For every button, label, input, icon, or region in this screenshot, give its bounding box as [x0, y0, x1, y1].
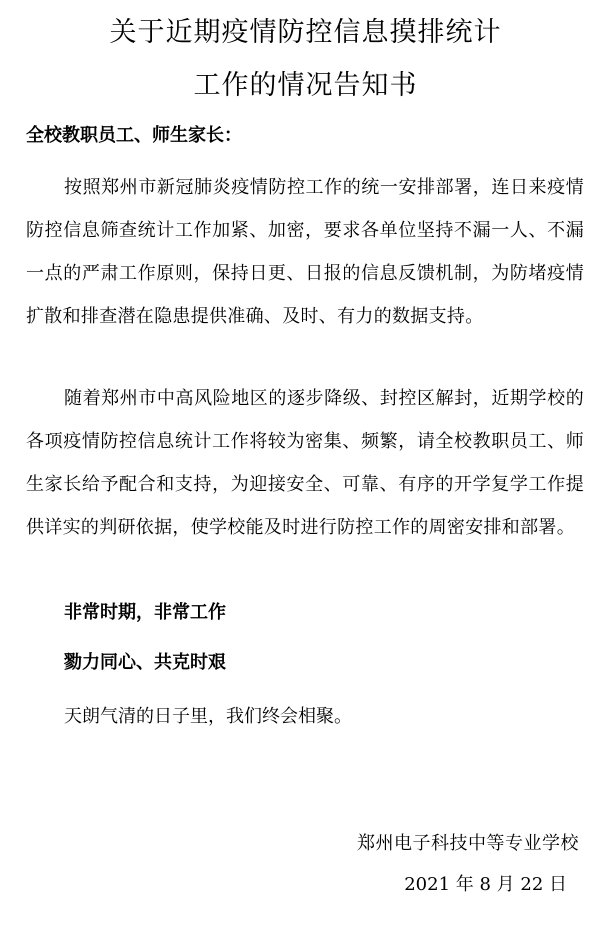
slogan-1: 非常时期，非常工作 [64, 602, 226, 623]
signature-organization: 郑州电子科技中等专业学校 [357, 833, 579, 854]
body-paragraph-1: 按照郑州市新冠肺炎疫情防控工作的统一安排部署，连日来疫情防控信息筛查统计工作加紧、加密，要求各单位坚持不漏一人、不漏一点的严肃工作原则，保持日更、日报的信息反馈机制，为防堵疫情扩散和排查潜在隐患提供准确、及时、有力的数据支持。 [26, 177, 584, 327]
greeting: 全校教职员工、师生家长： [26, 125, 242, 146]
signature-date: 2021 年 8 月 22 日 [404, 874, 567, 895]
closing-line: 天朗气清的日子里，我们终会相聚。 [64, 706, 352, 727]
document-title-line-2: 工作的情况告知书 [193, 70, 418, 101]
document-title-line-1: 关于近期疫情防控信息摸排统计 [109, 17, 502, 48]
body-paragraph-2: 随着郑州市中高风险地区的逐步降级、封控区解封，近期学校的各项疫情防控信息统计工作将较为密集、频繁，请全校教职员工、师生家长给予配合和支持，为迎接安全、可靠、有序的开学复学工作提供详实的判研依据，使学校能及时进行防控工作的周密安排和部署。 [26, 388, 584, 538]
slogan-2: 勠力同心、共克时艰 [64, 652, 226, 673]
